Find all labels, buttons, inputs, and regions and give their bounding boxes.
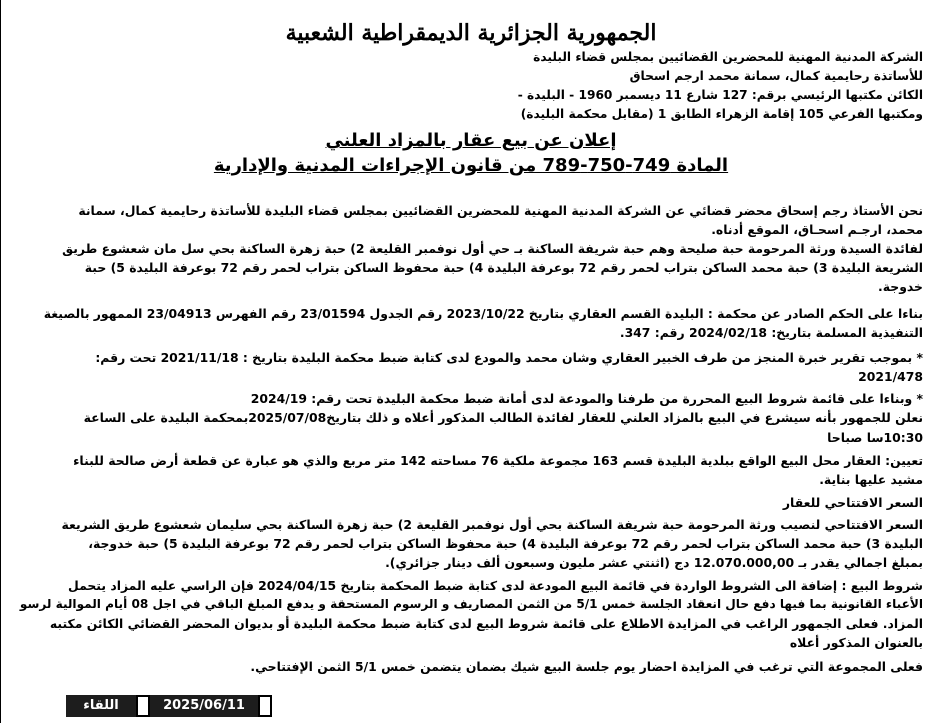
body-line: * بموجب تقرير خبرة المنجز من طرف الخبير العقاري وشان محمد والمودع لدى كتابة ضبط محكمة البليدة بتاريخ : 2021/11/18 تحت رقم: — [95, 350, 923, 365]
body-line: بمبلغ اجمالي يقدر بـ 12.070.000,00 دج (اثنتي عشر مليون وسبعون ألف دينار جزائري). — [385, 555, 923, 570]
body-line: المزاد. فعلى الجمهور الراغب في المزايدة الاطلاع على قائمة شروط البيع لدى كتابة ضبط محكمة البليدة أو بديوان المحضر القضائي الكائن مكتبه — [49, 616, 923, 631]
newspaper-name: اللقاء — [66, 695, 136, 717]
body-line: 2021/478 — [858, 369, 923, 384]
republic-title: الجمهورية الجزائرية الديمقراطية الشعبية — [285, 20, 657, 46]
body-line: نحن الأستاذ رجم إسحاق محضر قضائي عن الشركة المدنية المهنية للمحضرين القضائيين بمجلس قضاء البليدة للأساتذة رحايمية كمال، سمانة — [78, 203, 923, 218]
body-line: السعر الافتتاحي لنصيب ورثة المرحومة حبة شريفة الساكنة بحي أول نوفمبر القليعة 2) حبة زهرة الساكنة بحي سليمان شعشوع طريق الشريعة — [61, 517, 923, 532]
body-line: 10:30سا صباحا — [827, 430, 923, 445]
company-name: الشركة المدنية المهنية للمحضرين القضائيين بمجلس قضاء البليدة — [533, 50, 923, 64]
body-line: بناءا على الحكم الصادر عن محكمة : البليدة القسم العقاري بتاريخ 2023/10/22 رقم الجدول 23/01594 رقم الفهرس 23/04913 الممهور بالصيغة — [43, 306, 923, 321]
body-line: محمد، ارجـم اسحـاق، الموقع أدناه. — [711, 222, 923, 237]
publication-date: 2025/06/11 — [150, 695, 258, 717]
body-line: شروط البيع : إضافة الى الشروط الواردة في قائمة البيع المودعة لدى كتابة ضبط المحكمة بتاريخ 2024/04/15 فإن الراسي عليه المزاد يتحمل — [68, 578, 923, 593]
announcement-subtitle: المادة 749-750-789 من قانون الإجراءات المدنية والإدارية — [213, 155, 729, 176]
body-line: الشريعة البليدة 3) حبة محمد الساكن بتراب لحمر رقم 72 بوعرفة البليدة 4) حبة محفوظ الساكن بتراب لحمر رقم 72 بوعرفة البليدة 5) حبة — [84, 260, 923, 275]
body-line: نعلن للجمهور بأنه سيشرع في البيع بالمزاد العلني للعقار لفائدة الطالب المذكور أعلاه و ذلك بتاريخ2025/07/08بمحكمة البليدة على الساعة — [83, 410, 923, 425]
body-line: * وبناءا على قائمة شروط البيع المحررة من طرفنا والمودعة لدى أمانة ضبط محكمة البليدة تحت رقم: 2024/19 — [250, 391, 923, 406]
body-line: خدوجة. — [878, 279, 923, 294]
body-line: البليدة 3) حبة محمد الساكن بتراب لحمر رقم 72 بوعرفة البليدة 4) حبة محفوظ الساكن بتراب لحمر رقم 72 بوعرفة البليدة 5) حبة خدوجة، — [88, 536, 923, 551]
body-line: فعلى المجموعة التي ترغب في المزايدة احضار يوم جلسة البيع شيك بضمان يتضمن خمس 5/1 الثمن الإفتتاحي. — [250, 659, 923, 674]
company-members: للأساتذة رحايمية كمال، سمانة محمد ارجم اسحاق — [629, 69, 923, 83]
announcement-title: إعلان عن بيع عقار بالمزاد العلني — [325, 130, 617, 151]
body-line: مشيد عليها بناية. — [819, 472, 923, 487]
footer-divider — [258, 695, 272, 717]
body-line: بالعنوان المذكور أعلاه — [789, 635, 923, 650]
footer-divider — [136, 695, 150, 717]
main-office-address: الكائن مكتبها الرئيسي برقم: 127 شارع 11 ديسمبر 1960 - البليدة - — [517, 88, 923, 102]
body-line: لفائدة السيدة ورثة المرحومة حبة صليحة وهم حبة شريفة الساكنة بـ حي أول نوفمبر القليعة 2) حبة زهرة الساكنة بحي سل مان شعشوع طريق — [62, 241, 923, 256]
body-line: السعر الافتتاحي للعقار — [782, 495, 923, 510]
body-line: تعيين: العقار محل البيع الواقع ببلدية البليدة قسم 163 مجموعة ملكية 76 مساحته 142 متر مربع والذي هو عبارة عن قطعة أرض صالحة للبناء — [73, 453, 923, 468]
branch-office-address: ومكتبها الفرعي 105 إقامة الزهراء الطابق 1 (مقابل محكمة البليدة) — [520, 107, 923, 121]
body-line: الأعباء القانونية بما فيها دفع حال انعقاد الجلسة خمس 5/1 من الثمن المصاريف و الرسوم المستحقة و يدفع المبلغ الباقي في اجل 08 أيام الموالية لرسو — [19, 597, 923, 611]
body-line: التنفيذية المسلمة بتاريخ: 2024/02/18 رقم: 347. — [619, 325, 923, 340]
